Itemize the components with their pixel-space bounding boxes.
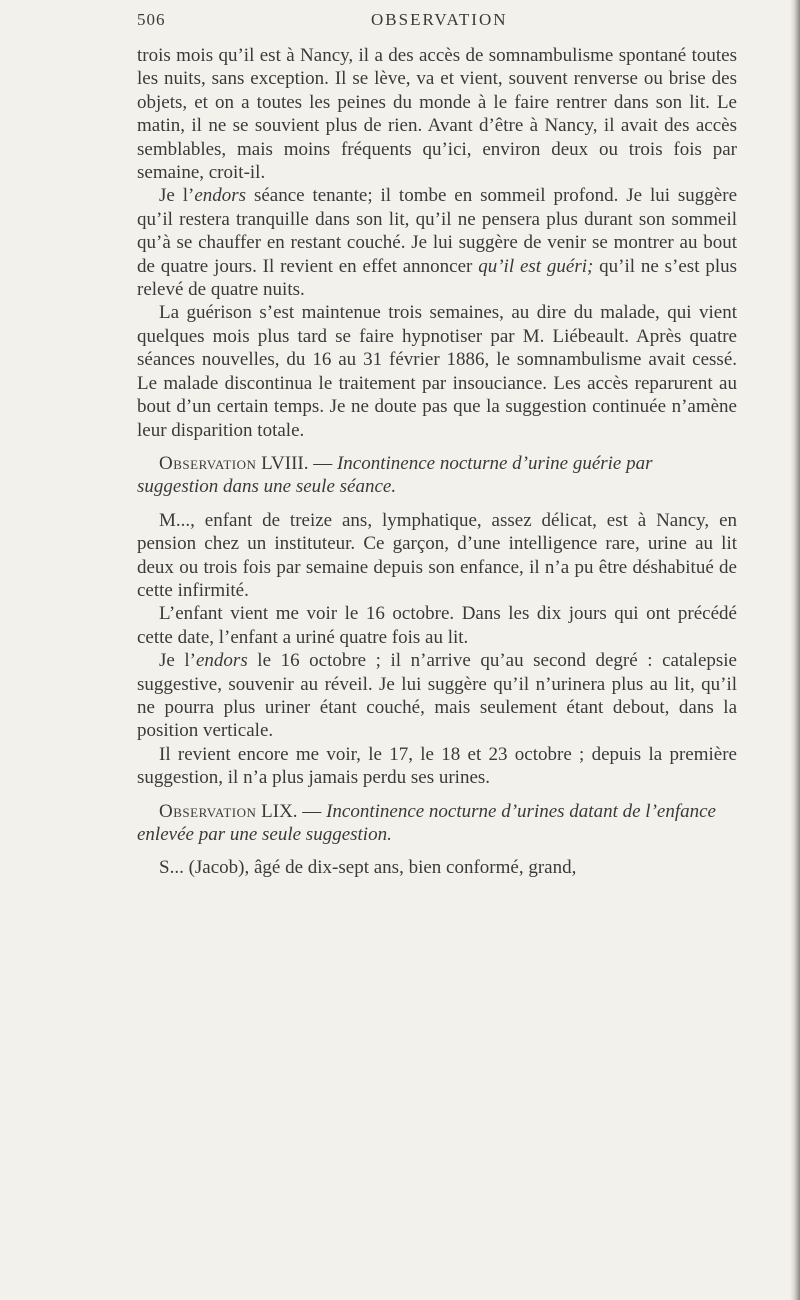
paragraph (137, 649, 737, 743)
paragraph-text: Je l’ (159, 650, 196, 672)
paragraph: L’enfant vient me voir le 16 octobre. Dans les dix jours qui ont précédé cette date, l’enfant a uriné quatre fois au lit. (137, 603, 737, 648)
italic-text: endors (194, 185, 247, 207)
page-body (137, 44, 737, 880)
page-header (137, 10, 737, 38)
paragraph-text: le 16 octobre ; il n’arrive qu’au second degré : catalepsie suggestive, souvenir au réveil. Je lui suggère qu’il n’urinera plus au lit, qu’il ne pourra plus uriner étant couché, mais seulement étant debout, dans la position verticale. (137, 650, 737, 742)
paragraph-text: qu’il ne s’est plus relevé de quatre nuits. (137, 255, 737, 301)
observation-heading (137, 452, 737, 499)
page-number: 506 (137, 10, 166, 29)
observation-label: Observation (159, 800, 257, 822)
italic-text: qu’il est guéri; (478, 255, 594, 277)
observation-title: Incontinence nocturne d’urine guérie par suggestion dans une seule séance. (137, 452, 653, 498)
paragraph: S... (Jacob), âgé de dix-sept ans, bien conformé, grand, (159, 857, 577, 879)
paragraph-text: Je l’ (159, 185, 195, 207)
paragraph: Il revient encore me voir, le 17, le 18 et 23 octobre ; depuis la première suggestion, il n’a plus jamais perdu ses urines. (137, 743, 737, 789)
observation-label: Observation (159, 452, 257, 474)
italic-text: endors (196, 650, 248, 672)
paragraph: trois mois qu’il est à Nancy, il a des accès de somnambulisme spontané toutes les nuits, sans exception. Il se lève, va et vient, souvent renverse ou brise des objets, et on a toutes les peines du monde à le faire rentrer dans son lit. Le matin, il ne se souvient plus de rien. Avant d’être à Nancy, il avait des accès semblables, mais moins fréquents qu’ici, environ deux ou trois fois par semaine, croit-il. (137, 45, 737, 184)
paragraph-text: séance tenante; il tombe en sommeil profond. Je lui suggère qu’il restera tranquille dans son lit, qu’il ne pensera plus durant son sommeil qu’à se chauffer en restant couché. Je lui suggère de venir se montrer au bout de quatre jours. Il revient en effet annoncer (137, 185, 738, 277)
observation-title: Incontinence nocturne d’urines datant de l’enfance enlevée par une seule suggestion. (137, 800, 716, 845)
observation-number: LVIII. — (256, 452, 337, 474)
page-edge-shadow (790, 0, 800, 1300)
paragraph (137, 184, 737, 301)
observation-number: LIX. — (256, 800, 327, 822)
running-title: OBSERVATION (371, 10, 508, 29)
paragraph: La guérison s’est maintenue trois semaines, au dire du malade, qui vient quelques mois plus tard se faire hypnotiser par M. Liébeault. Après quatre séances nouvelles, du 16 au 31 février 1886, le somnambulisme avait cessé. Le malade discontinua le traitement par insouciance. Les accès reparurent au bout d’un certain temps. Je ne doute pas que la suggestion continuée n’amène leur disparition totale. (137, 302, 737, 441)
observation-heading (137, 800, 737, 847)
paragraph: M..., enfant de treize ans, lymphatique, assez délicat, est à Nancy, en pension chez un instituteur. Ce garçon, d’une intelligence rare, urine au lit deux ou trois fois par semaine depuis son enfance, il n’a pu être déshabitué de cette infirmité. (137, 509, 737, 601)
